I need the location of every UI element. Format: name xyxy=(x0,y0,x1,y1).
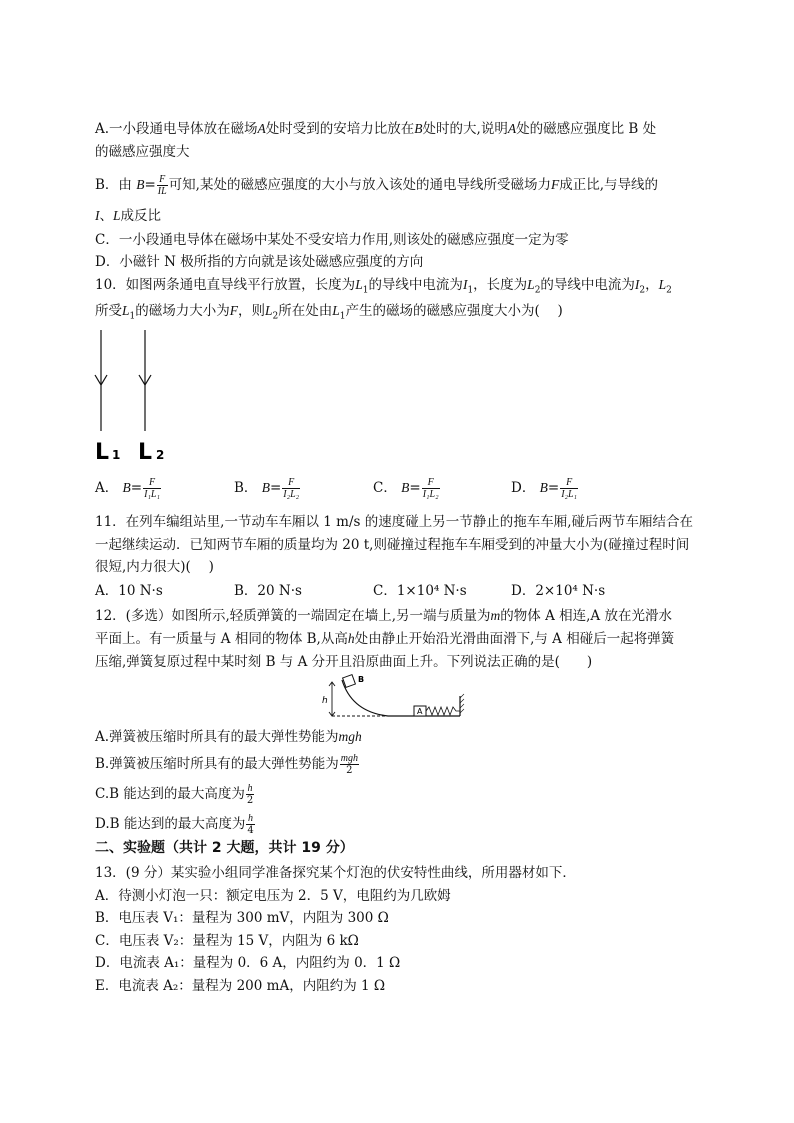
q13-item-b: B．电压表 V₁：量程为 300 mV，内阻为 300 Ω xyxy=(95,910,389,926)
q10-stem-line2: 所受$L_1$的磁场力大小为F，则$L_2$所在处由$L_1$产生的磁场的磁感应强度大小为( ) xyxy=(95,303,563,322)
wire-l2-label: L xyxy=(138,440,153,465)
q12-option-b: B.弹簧被压缩时所具有的最大弹性势能为 $\frac{\text{mgh}}{2}$ xyxy=(95,753,358,776)
q9-option-c: C．一小段通电导体在磁场中某处不受安培力作用,则该处的磁感应强度一定为零 xyxy=(95,232,569,248)
q12-stem-line3: 压缩,弹簧复原过程中某时刻 B 与 A 分开且沿原曲面上升。下列说法正确的是( ) xyxy=(95,654,593,670)
wall-hatch-1 xyxy=(460,694,464,698)
q11-stem-line3: 很短,内力很大)( ) xyxy=(95,559,214,575)
q12-spring-figure xyxy=(318,672,478,722)
q12-option-c: C.B 能达到的最大高度为 $\frac{h}{2}$ xyxy=(95,783,254,806)
height-label: h xyxy=(322,696,328,706)
q10-option-a: A． B= $\frac{F}{\text{I₁L₁}}$ xyxy=(95,477,160,500)
q9-option-d: D．小磁针 N 极所指的方向就是该处磁感应强度的方向 xyxy=(95,254,424,270)
q11-stem-line2: 一起继续运动．已知两节车厢的质量均为 20 t,则碰撞过程拖车车厢受到的冲量大小为(碰撞过程时间 xyxy=(95,537,690,553)
q10-option-c: C． B= $\frac{F}{\text{I₁L₂}}$ xyxy=(373,477,439,500)
q9-b-formula: $\frac{F}{IL}$ xyxy=(157,174,167,197)
q13-item-e: E．电流表 A₂：量程为 200 mA，内阻约为 1 Ω xyxy=(95,978,386,994)
wire-l1-label: L xyxy=(95,440,110,465)
q9-option-a-line1: A.一小段通电导体放在磁场A处时受到的安培力比放在B处时的大,说明A处的磁感应强度比 B 处 xyxy=(95,121,657,137)
q10-option-b: B． B= $\frac{F}{\text{I₂L₂}}$ xyxy=(234,477,300,500)
q9-option-b-line1: B．由 B= $\frac{F}{IL}$ 可知,某处的磁感应强度的大小与放入该处的通电导线所受磁场力F成正比,与导线的 xyxy=(95,174,659,197)
wall-hatch-2 xyxy=(460,699,464,703)
q12-stem-line1: 12．(多选）如图所示,轻质弹簧的一端固定在墙上,另一端与质量为m的物体 A 相连,A 放在光滑水 xyxy=(95,608,672,624)
spring-icon xyxy=(426,707,460,715)
q13-item-d: D．电流表 A₁：量程为 0．6 A，内阻约为 0．1 Ω xyxy=(95,955,401,971)
q12-option-a: A.弹簧被压缩时所具有的最大弹性势能为mgh xyxy=(95,729,362,745)
q11-stem-line1: 11．在列车编组站里,一节动车车厢以 1 m/s 的速度碰上另一节静止的拖车车厢,碰后两节车厢结合在 xyxy=(95,514,693,530)
q11-option-b: B．20 N·s xyxy=(234,583,302,599)
wall-hatch-3 xyxy=(460,704,464,708)
q13-item-a: A．待测小灯泡一只：额定电压为 2．5 V，电阻约为几欧姆 xyxy=(95,888,451,904)
q12-option-d: D.B 能达到的最大高度为 $\frac{h}{4}$ xyxy=(95,813,254,836)
q12-stem-line2: 平面上。有一质量与 A 相同的物体 B,从高h处由静止开始沿光滑曲面滑下,与 A 相碰后一起将弹簧 xyxy=(95,631,675,647)
q11-option-c: C．1×10⁴ N·s xyxy=(373,583,467,599)
wall-hatch-4 xyxy=(460,709,464,713)
q11-option-a: A．10 N·s xyxy=(95,583,163,599)
wire-l1-sub: 1 xyxy=(112,448,121,462)
block-b-label: B xyxy=(358,675,365,684)
q10-stem-line1: 10．如图两条通电直导线平行放置，长度为$L_1$的导线中电流为$I_1$，长度为$L_2$的导线中电流为$I_2$，$L_2$ xyxy=(95,277,672,296)
q9-option-a-line2: 的磁感应强度大 xyxy=(95,144,190,160)
q9-option-b-line2: I、L成反比 xyxy=(95,208,162,224)
q10-option-d: D． B= $\frac{F}{\text{I₂L₁}}$ xyxy=(511,477,578,500)
q11-option-d: D．2×10⁴ N·s xyxy=(511,583,606,599)
block-a-label: A xyxy=(417,707,423,716)
wire-l2-sub: 2 xyxy=(156,448,165,462)
section-heading: 二、实验题（共计 2 大题，共计 19 分） xyxy=(95,840,354,856)
q10-wires-figure xyxy=(90,325,180,465)
q13-item-c: C．电压表 V₂：量程为 15 V，内阻为 6 kΩ xyxy=(95,933,359,949)
q13-stem: 13．(9 分）某实验小组同学准备探究某个灯泡的伏安特性曲线，所用器材如下． xyxy=(95,865,576,881)
